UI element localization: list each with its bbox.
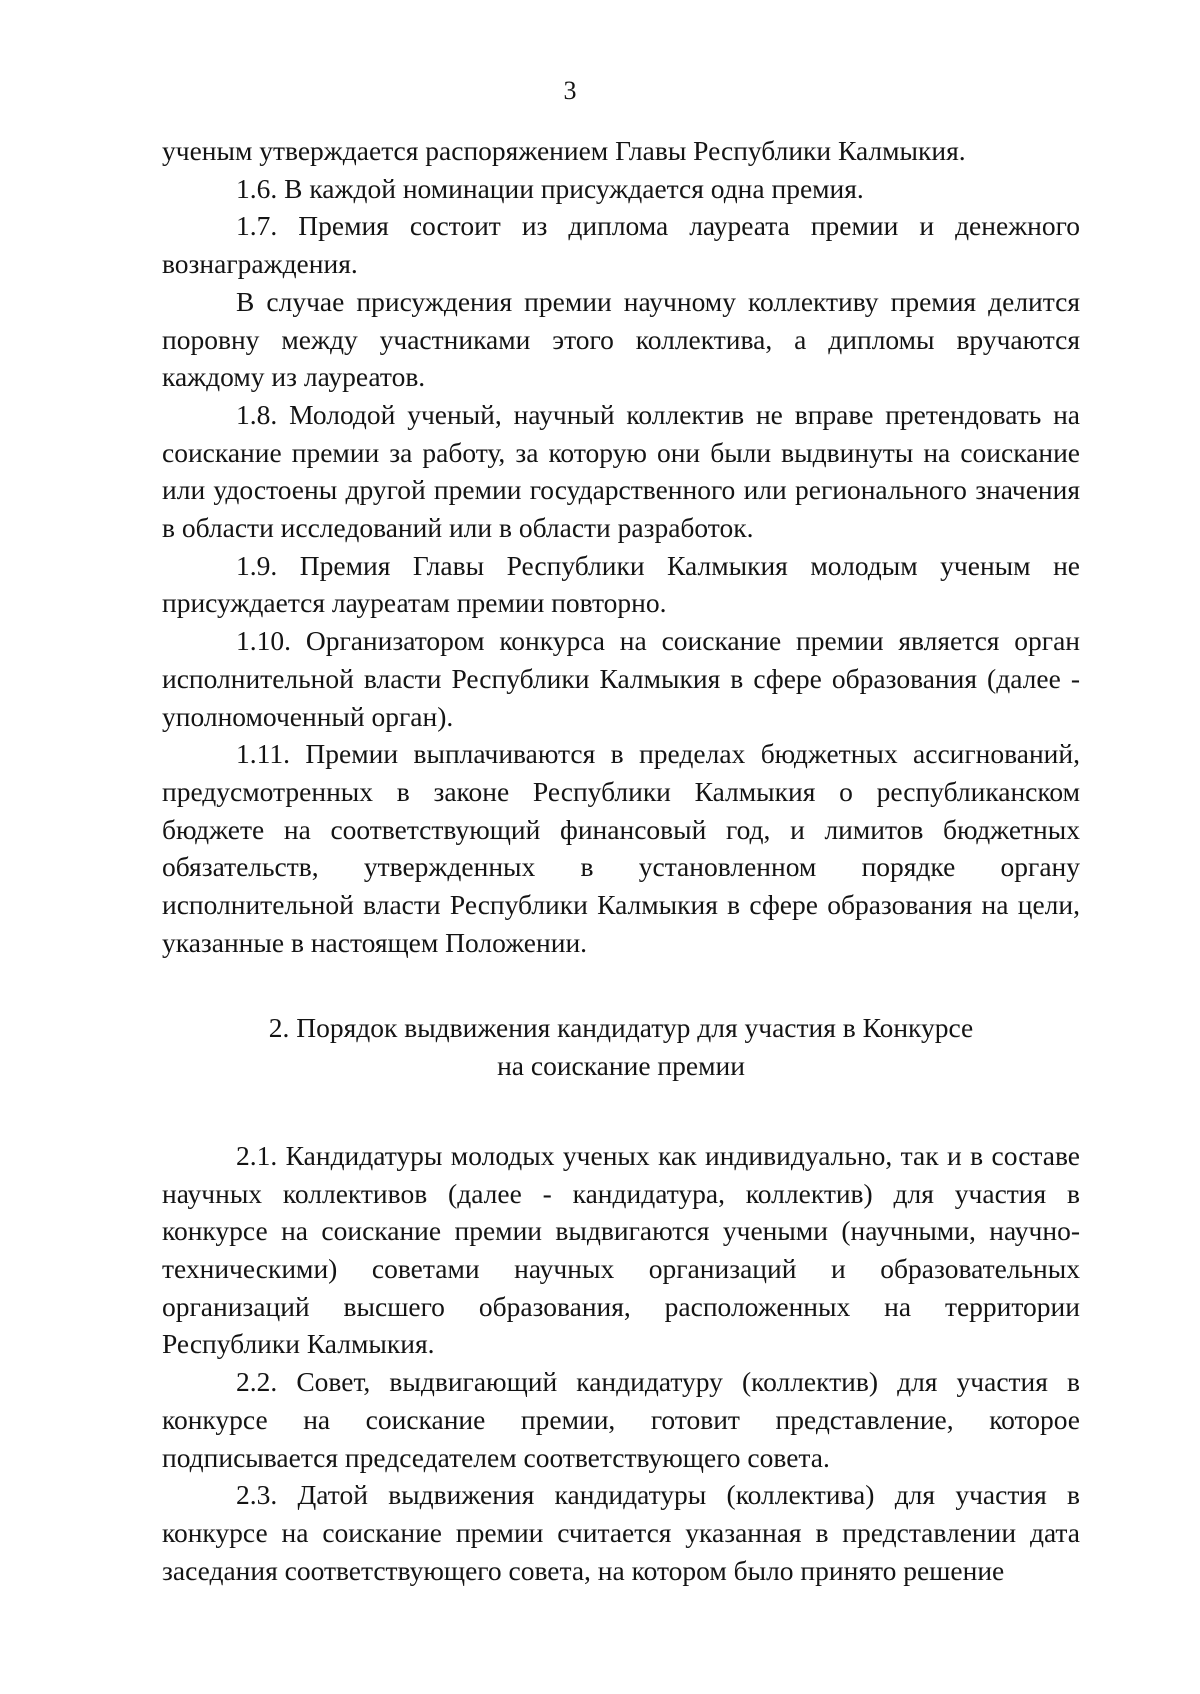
section-heading: [162, 1009, 1080, 1084]
section-heading-line1: 2. Порядок выдвижения кандидатур для участия в Конкурсе: [268, 1012, 974, 1044]
paragraph-1-9: 1.9. Премия Главы Республики Калмыкия молодым ученым не присуждается лауреатам премии повторно.: [162, 549, 1080, 619]
document-body: [162, 132, 1080, 1589]
section-heading-line2: на соискание премии: [497, 1050, 745, 1082]
paragraph-1-10: 1.10. Организатором конкурса на соискание премии является орган исполнительной власти Республики Калмыкия в сфере образования (далее - уполномоченный орган).: [162, 625, 1080, 732]
paragraph-1-7: 1.7. Премия состоит из диплома лауреата премии и денежного вознаграждения.: [162, 210, 1080, 280]
paragraph-1-11: 1.11. Премии выплачиваются в пределах бюджетных ассигнований, предусмотренных в законе Республики Калмыкия о республиканском бюджете на соответствующий финансовый год, и лимитов бюджетных обязательств, утвержденных в установленном порядке органу исполнительной власти Республики Калмыкия в сфере образования на цели, указанные в настоящем Положении.: [162, 738, 1080, 958]
paragraph-1-8: 1.8. Молодой ученый, научный коллектив не вправе претендовать на соискание премии за работу, за которую они были выдвинуты на соискание или удостоены другой премии государственного или регионального значения в области исследований или в области разработок.: [162, 398, 1080, 544]
paragraph-1-6: 1.6. В каждой номинации присуждается одна премия.: [236, 172, 864, 204]
page-number: 3: [563, 76, 577, 105]
paragraph-2-3: 2.3. Датой выдвижения кандидатуры (коллектива) для участия в конкурсе на соискание премии считается указанная в представлении дата заседания соответствующего совета, на котором было принято решение: [162, 1479, 1080, 1586]
paragraph-collective-award: В случае присуждения премии научному коллективу премия делится поровну между участниками этого коллектива, а дипломы вручаются каждому из лауреатов.: [162, 285, 1080, 393]
paragraph-continuation: ученым утверждается распоряжением Главы Республики Калмыкия.: [162, 135, 966, 166]
paragraph-2-1: 2.1. Кандидатуры молодых ученых как индивидуально, так и в составе научных коллективов (далее - кандидатура, коллектив) для участия в конкурсе на соискание премии выдвигаются учеными (научными, научно-техническими) советами научных организаций и образовательных организаций высшего образования, расположенных на территории Республики Калмыкия.: [162, 1139, 1080, 1360]
paragraph-2-2: 2.2. Совет, выдвигающий кандидатуру (коллектив) для участия в конкурсе на соискание премии, готовит представление, которое подписывается председателем соответствующего совета.: [162, 1366, 1080, 1473]
